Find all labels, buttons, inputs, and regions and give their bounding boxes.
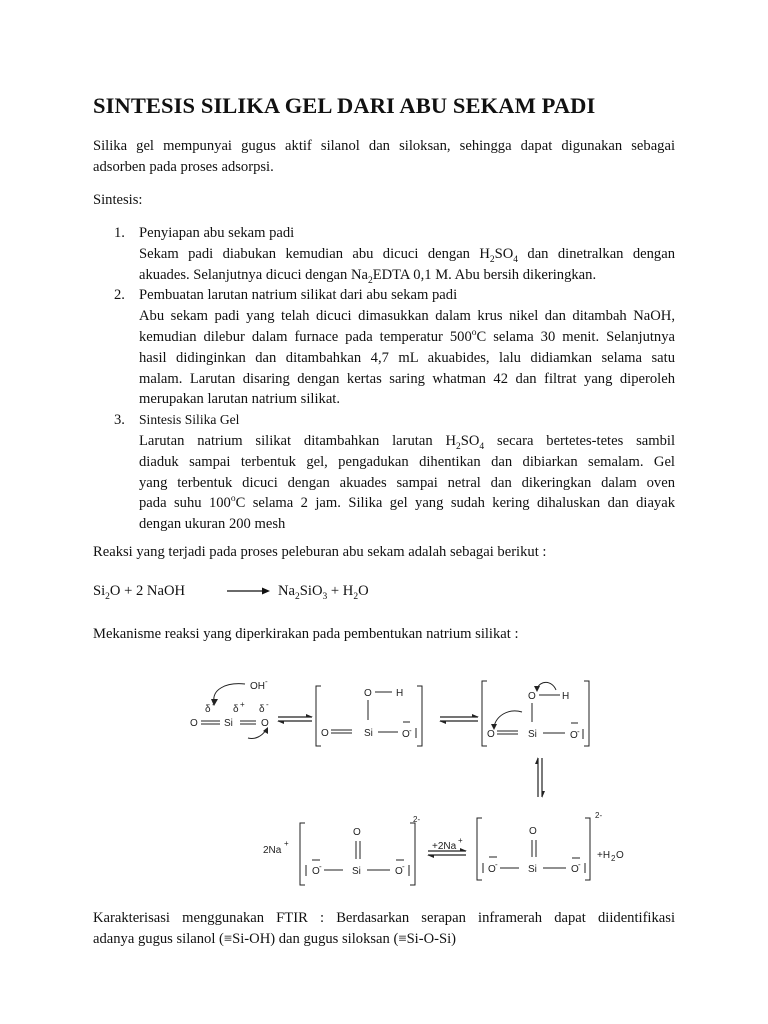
step-line: hasil didinginkan dan ditambahkan 4,7 mL akuabides, lalu didiamkan selama satu: [139, 349, 675, 366]
reactant-structure: [190, 677, 269, 739]
svg-text:O: O: [353, 827, 361, 838]
svg-text:+: +: [458, 836, 463, 845]
vertical-equilibrium-arrow: [535, 757, 545, 798]
page-title: SINTESIS SILIKA GEL DARI ABU SEKAM PADI: [93, 93, 596, 118]
step-line: Abu sekam padi yang telah dicuci dimasukkan dalam krus nikel dan ditambah NaOH,: [139, 308, 675, 325]
intro-line: adsorben pada proses adsorpsi.: [93, 159, 274, 175]
equation-right: $Na_2SiO_3 + H_2O$: [278, 583, 369, 602]
svg-text:Si: Si: [528, 864, 537, 875]
svg-text:O: O: [190, 718, 198, 729]
svg-text:-: -: [319, 862, 322, 871]
ftir-line: Karakterisasi menggunakan FTIR : Berdasarkan serapan inframerah dapat diidentifikasi: [93, 910, 675, 926]
svg-text:δ: δ: [233, 704, 239, 715]
equilibrium-arrow: [439, 714, 479, 724]
svg-text:+: +: [284, 839, 289, 848]
step-line: Sekam padi diabukan kemudian abu dicuci dengan $H_2SO_4$ dan dinetralkan dengan: [139, 245, 675, 265]
svg-text:-: -: [409, 726, 412, 735]
svg-text:-: -: [265, 677, 268, 686]
reverse-equilibrium-arrow: [427, 836, 467, 858]
svg-text:O: O: [528, 691, 536, 702]
step-line: merupakan larutan natrium silikat.: [139, 391, 341, 408]
svg-text:-: -: [266, 700, 269, 709]
svg-text:Si: Si: [352, 866, 361, 877]
step-line: yang terbentuk dicuci dengan akuades sampai netral dan dikeringkan dalam oven: [139, 474, 675, 491]
step-line: kemudian dilebur dalam furnace pada temperatur 500$^o$C selama 30 menit. Selanjutnya: [139, 328, 675, 345]
svg-text:O: O: [395, 866, 403, 877]
svg-text:H: H: [396, 688, 404, 699]
svg-text:-: -: [212, 700, 215, 709]
svg-text:Si: Si: [364, 728, 373, 739]
svg-text:2: 2: [611, 854, 616, 863]
step-heading: Pembuatan larutan natrium silikat dari abu sekam padi: [139, 287, 458, 304]
svg-text:-: -: [402, 862, 405, 871]
step-heading: Sintesis Silika Gel: [139, 412, 240, 428]
step-line: akuades. Selanjutnya dicuci dengan $Na_2EDTA$ 0,1 M. Abu bersih dikeringkan.: [139, 266, 597, 286]
svg-text:2-: 2-: [595, 811, 603, 820]
svg-text:+H: +H: [597, 850, 611, 861]
svg-text:O: O: [364, 688, 372, 699]
svg-text:O: O: [321, 728, 329, 739]
intro-line: Silika gel mempunyai gugus aktif silanol dan siloksan, sehingga dapat digunakan sebagai: [93, 138, 675, 154]
svg-text:OH: OH: [250, 681, 265, 692]
svg-text:O: O: [529, 826, 537, 837]
intermediate-1: [316, 686, 422, 746]
svg-text:O: O: [571, 864, 579, 875]
step-line: diaduk sampai terbentuk gel, pengadukan dihentikan dan dibiarkan semalam. Gel: [139, 453, 675, 470]
product-left: [263, 815, 420, 885]
sintesis-label: Sintesis:: [93, 192, 143, 208]
svg-text:O: O: [312, 866, 320, 877]
equation-left: $Si_2O + 2$ NaOH: [93, 583, 186, 602]
svg-text:2Na: 2Na: [263, 845, 282, 856]
step-number: 1.: [114, 225, 125, 241]
svg-text:-: -: [577, 727, 580, 736]
step-heading: Penyiapan abu sekam padi: [139, 225, 295, 241]
ftir-paragraph: [93, 908, 675, 950]
svg-text:δ: δ: [259, 704, 265, 715]
svg-text:δ: δ: [205, 704, 211, 715]
svg-text:+2Na: +2Na: [432, 841, 457, 852]
reaction-intro: Reaksi yang terjadi pada proses peleburan abu sekam adalah sebagai berikut :: [93, 544, 547, 560]
svg-text:2-: 2-: [413, 815, 421, 824]
svg-text:Si: Si: [224, 718, 233, 729]
svg-text:O: O: [570, 730, 578, 741]
svg-text:-: -: [495, 860, 498, 869]
step-line: Larutan natrium silikat ditambahkan larutan $H_2SO_4$ secara bertetes-tetes sambil: [139, 432, 675, 452]
svg-text:-: -: [578, 860, 581, 869]
svg-text:H: H: [562, 691, 570, 702]
step-line: dengan ukuran 200 mesh: [139, 516, 286, 533]
ftir-line: adanya gugus silanol (≡Si-OH) dan gugus siloksan (≡Si-O-Si): [93, 930, 457, 947]
svg-text:O: O: [402, 729, 410, 740]
svg-text:O: O: [487, 729, 495, 740]
svg-text:O: O: [616, 850, 624, 861]
svg-text:O: O: [488, 864, 496, 875]
step-line: malam. Larutan disaring dengan kertas saring whatman 42 dan filtrat yang diperoleh: [139, 370, 675, 387]
svg-text:+: +: [240, 700, 245, 709]
intermediate-2: [482, 681, 589, 746]
step-number: 2.: [114, 287, 125, 304]
product-right: [477, 811, 624, 880]
step-line: pada suhu 100$^o$C selama 2 jam. Silika gel yang sudah kering dihaluskan dan diayak: [139, 494, 675, 512]
svg-text:O: O: [261, 718, 269, 729]
mechanism-intro: Mekanisme reaksi yang diperkirakan pada pembentukan natrium silikat :: [93, 626, 519, 642]
step-number: 3.: [114, 412, 125, 429]
svg-text:Si: Si: [528, 729, 537, 740]
equilibrium-arrow: [277, 714, 313, 724]
